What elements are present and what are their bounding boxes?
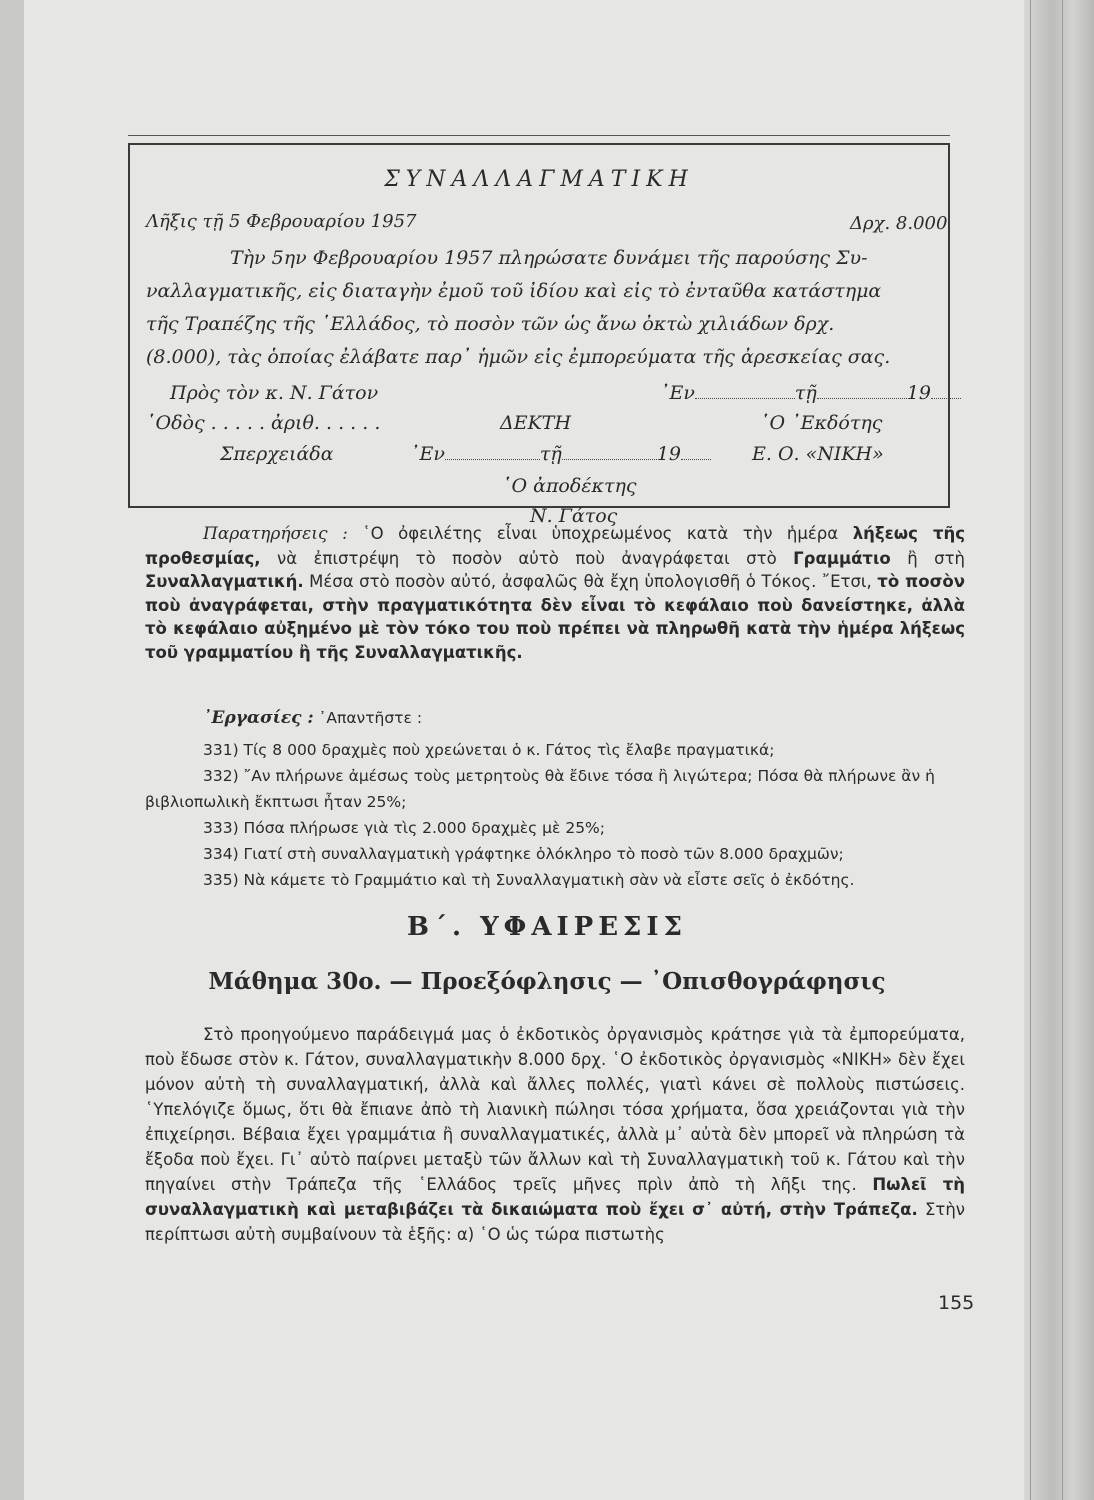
exercises-heading: ᾽Εργασίες : ᾽Απαντῆστε : bbox=[203, 708, 423, 728]
bill-amount: Δρχ. 8.000 bbox=[850, 213, 948, 234]
lesson-title: Μάθημα 30ο. — Προεξόφλησις — ᾽Οπισθογράφησις bbox=[208, 968, 886, 995]
page-edge bbox=[1024, 0, 1094, 1500]
remarks-paragraph: Παρατηρήσεις : ῾Ο ὀφειλέτης εἶναι ὑποχρεωμένος κατὰ τὴν ἡμέρα λήξεως τῆς προθεσμίας, νὰ ἐπιστρέψη τὸ ποσὸν αὐτὸ ποὺ ἀναγράφεται στὸ Γραμμάτιο ἢ στὴ Συναλλαγματική. Μέσα στὸ ποσὸν αὐτό, ἀσφαλῶς θὰ ἔχη ὑπολογισθῆ ὁ Τόκος. ῎Ετσι, τὸ ποσὸν ποὺ ἀναγράφεται, στὴν πραγματικότητα δὲν εἶναι τὸ κεφάλαιο ποὺ δανείστηκε, ἀλλὰ τὸ κεφάλαιο αὐξημένο μὲ τὸν τόκο του ποὺ πρέπει νὰ πληρωθῆ κατὰ τὴν ἡμέρα λήξεως τοῦ γραμματίου ἢ τῆς Συναλλαγματικῆς. bbox=[145, 524, 966, 662]
bill-addressee: Πρὸς τὸν κ. Ν. Γάτον bbox=[170, 382, 379, 404]
lesson-paragraph: Στὸ προηγούμενο παράδειγμά μας ὁ ἐκδοτικὸς ὀργανισμὸς κράτησε γιὰ τὰ ἐμπορεύματα, ποὺ ἔδωσε στὸν κ. Γάτον, συναλλαγματικὴν 8.000 δρχ. ῾Ο ἐκδοτικὸς ὀργανισμὸς «ΝΙΚΗ» δὲν ἔχει μόνον αὐτὴ τὴ συναλλαγματική, ἀλλὰ καὶ ἄλλες πολλές, γιατὶ κάνει σὲ πολλοὺς πιστώσεις. ῾Υπελόγιζε ὅμως, ὅτι θὰ ἔπιανε ἀπὸ τὴ λιανικὴ πώλησι τόσα χρήματα, ὅσα χρειάζονται γιὰ τὴν ἐπιχείρησι. Βέβαια ἔχει γραμμάτια ἢ συναλλαγματικές, ἀλλὰ μ᾽ αὐτὰ δὲν μπορεῖ νὰ πληρώση τὰ ἔξοδα ποὺ ἔχει. Γι᾽ αὐτὸ παίρνει μεταξὺ τῶν ἄλλων καὶ τὴ Συναλλαγματικὴ τοῦ κ. Γάτου καὶ τὴν πηγαίνει στὴν Τράπεζα τῆς ῾Ελλάδος τρεῖς μῆνες πρὶν ἀπὸ τὴ λῆξι της. Πωλεῖ τὴ συναλλαγματικὴ καὶ μεταβιβάζει τὰ δικαιώματα ποὺ ἔχει σ᾽ αὐτή, στὴν Τράπεζα. Στὴν περίπτωσι αὐτὴ συμβαίνουν τὰ ἑξῆς: α) ῾Ο ὡς τώρα πιστωτὴς bbox=[145, 1025, 965, 1244]
section-title: Β΄. ΥΦΑΙΡΕΣΙΣ bbox=[407, 912, 687, 942]
bill-body-line: ναλλαγματικῆς, εἰς διαταγὴν ἐμοῦ τοῦ ἰδίου καὶ εἰς τὸ ἐνταῦθα κατάστημα bbox=[146, 280, 882, 302]
bill-place-date: ᾽Εν τῇ 19 bbox=[660, 382, 961, 404]
exercise-item: 331) Τίς 8 000 δραχμὲς ποὺ χρεώνεται ὁ κ. Γάτος τὶς ἔλαβε πραγματικά; bbox=[203, 741, 775, 759]
page-edge-line bbox=[1062, 0, 1063, 1500]
exercise-item: 334) Γιατί στὴ συναλλαγματικὴ γράφτηκε ὁλόκληρο τὸ ποσὸ τῶν 8.000 δραχμῶν; bbox=[203, 845, 844, 863]
bill-issuer-label: ῾Ο ᾽Εκδότης bbox=[760, 412, 883, 434]
bill-accept-place-date: ᾽Εν τῇ 19 bbox=[410, 443, 711, 465]
bill-body-line: τῆς Τραπέζης τῆς ῾Ελλάδος, τὸ ποσὸν τῶν ὡς ἄνω ὀκτὼ χιλιάδων δρχ. bbox=[146, 313, 835, 335]
bill-title: ΣΥΝΑΛΛΑΓΜΑΤΙΚΗ bbox=[384, 167, 694, 192]
bill-street: ῾Οδὸς . . . . . ἀριθ. . . . . . bbox=[146, 412, 381, 434]
bill-due-date: Λῆξις τῇ 5 Φεβρουαρίου 1957 bbox=[146, 211, 417, 232]
bill-accepted-stamp: ΔΕΚΤΗ bbox=[500, 412, 572, 434]
bill-body-line: Τὴν 5ην Φεβρουαρίου 1957 πληρώσατε δυνάμει τῆς παρούσης Συ- bbox=[230, 247, 868, 269]
top-rule bbox=[128, 135, 950, 136]
page-edge-line bbox=[1030, 0, 1031, 1500]
bill-body-line: (8.000), τὰς ὁποίας ἐλάβατε παρ᾽ ἡμῶν εἰς ἐμπορεύματα τῆς ἀρεσκείας σας. bbox=[146, 346, 891, 368]
bill-issuer-name: Ε. Ο. «ΝΙΚΗ» bbox=[752, 443, 884, 465]
page-number: 155 bbox=[938, 1292, 975, 1314]
exercise-item: 335) Νὰ κάμετε τὸ Γραμμάτιο καὶ τὴ Συναλλαγματικὴ σὰν νὰ εἶστε σεῖς ὁ ἐκδότης. bbox=[203, 871, 855, 889]
bill-acceptor-label: ῾Ο ἀποδέκτης bbox=[502, 475, 637, 497]
bill-acceptor-name: Ν. Γάτος bbox=[530, 505, 618, 527]
exercise-item: 332) ῎Αν πλήρωνε ἀμέσως τοὺς μετρητοὺς θὰ ἔδινε τόσα ἢ λιγώτερα; Πόσα θὰ πλήρωνε ἂν ἡ βιβλιοπωλικὴ ἔκπτωσι ἦταν 25%; bbox=[145, 767, 935, 811]
bill-city: Σπερχειάδα bbox=[220, 443, 334, 465]
exercise-item: 333) Πόσα πλήρωσε γιὰ τὶς 2.000 δραχμὲς μὲ 25%; bbox=[203, 819, 606, 837]
bill-of-exchange bbox=[128, 143, 950, 527]
